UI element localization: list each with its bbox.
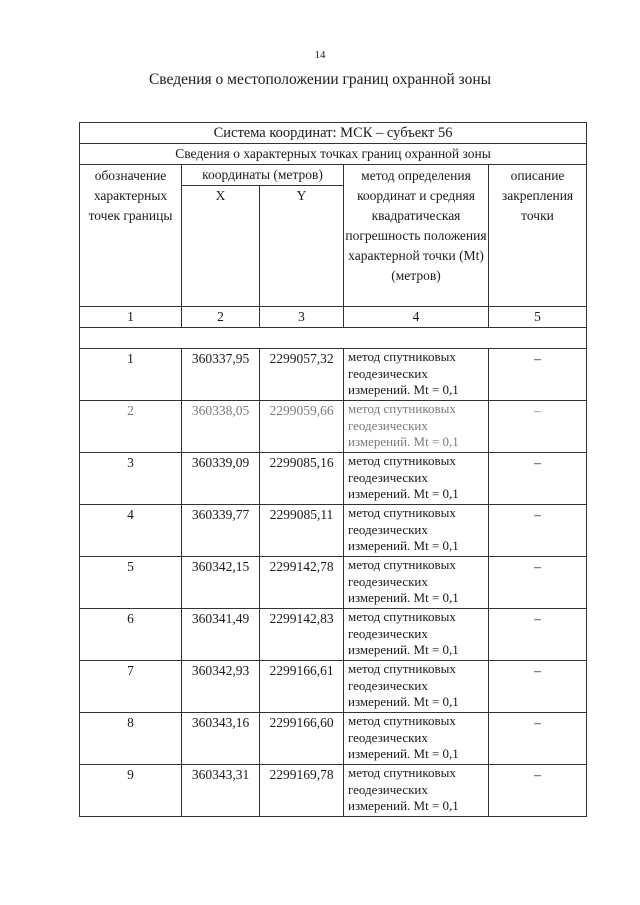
column-number: 2 — [182, 307, 260, 328]
point-description: – — [489, 765, 587, 817]
point-description: – — [489, 557, 587, 609]
point-x: 360341,49 — [182, 609, 260, 661]
table-row — [80, 453, 587, 505]
point-id: 3 — [80, 453, 182, 505]
point-id: 4 — [80, 505, 182, 557]
point-method: метод спутниковых геодезических измерений. Mt = 0,1 — [344, 609, 489, 661]
point-description: – — [489, 349, 587, 401]
point-x: 360343,16 — [182, 713, 260, 765]
point-y: 2299166,60 — [260, 713, 344, 765]
table-row — [80, 765, 587, 817]
point-y: 2299169,78 — [260, 765, 344, 817]
coordinate-system-header: Система координат: МСК – субъект 56 — [80, 123, 587, 144]
column-number: 5 — [489, 307, 587, 328]
table-row — [80, 349, 587, 401]
column-numbers-row — [80, 307, 587, 328]
point-y: 2299166,61 — [260, 661, 344, 713]
point-id: 2 — [80, 401, 182, 453]
point-x: 360342,15 — [182, 557, 260, 609]
point-method: метод спутниковых геодезических измерений. Mt = 0,1 — [344, 453, 489, 505]
point-description: – — [489, 453, 587, 505]
header-method: метод определения координат и средняя квадратическая погрешность положения характерной точки (Mt) (метров) — [344, 165, 489, 307]
boundary-points-table — [79, 122, 587, 817]
header-y: Y — [260, 186, 344, 307]
blank-row — [80, 328, 587, 349]
point-x: 360337,95 — [182, 349, 260, 401]
point-x: 360339,77 — [182, 505, 260, 557]
point-method: метод спутниковых геодезических измерений. Mt = 0,1 — [344, 661, 489, 713]
point-method: метод спутниковых геодезических измерений. Mt = 0,1 — [344, 349, 489, 401]
point-description: – — [489, 609, 587, 661]
table-row — [80, 401, 587, 453]
header-description: описание закрепления точки — [489, 165, 587, 307]
point-description: – — [489, 401, 587, 453]
point-method: метод спутниковых геодезических измерений. Mt = 0,1 — [344, 765, 489, 817]
header-coordinates: координаты (метров) — [182, 165, 344, 186]
point-x: 360343,31 — [182, 765, 260, 817]
document-title: Сведения о местоположении границ охранной зоны — [148, 71, 492, 88]
point-id: 1 — [80, 349, 182, 401]
column-number: 4 — [344, 307, 489, 328]
point-description: – — [489, 661, 587, 713]
point-y: 2299059,66 — [260, 401, 344, 453]
point-description: – — [489, 505, 587, 557]
point-id: 7 — [80, 661, 182, 713]
point-id: 9 — [80, 765, 182, 817]
point-description: – — [489, 713, 587, 765]
page-number: 14 — [314, 49, 326, 61]
column-number: 1 — [80, 307, 182, 328]
point-id: 6 — [80, 609, 182, 661]
header-point-designation: обозначение характерных точек границы — [80, 165, 182, 307]
point-method: метод спутниковых геодезических измерений. Mt = 0,1 — [344, 713, 489, 765]
point-x: 360339,09 — [182, 453, 260, 505]
point-method: метод спутниковых геодезических измерений. Mt = 0,1 — [344, 505, 489, 557]
point-id: 5 — [80, 557, 182, 609]
boundary-points-info-header: Сведения о характерных точках границ охранной зоны — [80, 144, 587, 165]
table-row — [80, 609, 587, 661]
table-row — [80, 505, 587, 557]
point-y: 2299085,11 — [260, 505, 344, 557]
table-row — [80, 661, 587, 713]
point-method: метод спутниковых геодезических измерений. Mt = 0,1 — [344, 557, 489, 609]
point-y: 2299142,78 — [260, 557, 344, 609]
point-x: 360338,05 — [182, 401, 260, 453]
point-y: 2299085,16 — [260, 453, 344, 505]
column-number: 3 — [260, 307, 344, 328]
point-method: метод спутниковых геодезических измерений. Mt = 0,1 — [344, 401, 489, 453]
point-y: 2299057,32 — [260, 349, 344, 401]
point-id: 8 — [80, 713, 182, 765]
table-row — [80, 557, 587, 609]
point-y: 2299142,83 — [260, 609, 344, 661]
header-x: X — [182, 186, 260, 307]
blank-cell — [80, 328, 587, 349]
table-row — [80, 713, 587, 765]
point-x: 360342,93 — [182, 661, 260, 713]
